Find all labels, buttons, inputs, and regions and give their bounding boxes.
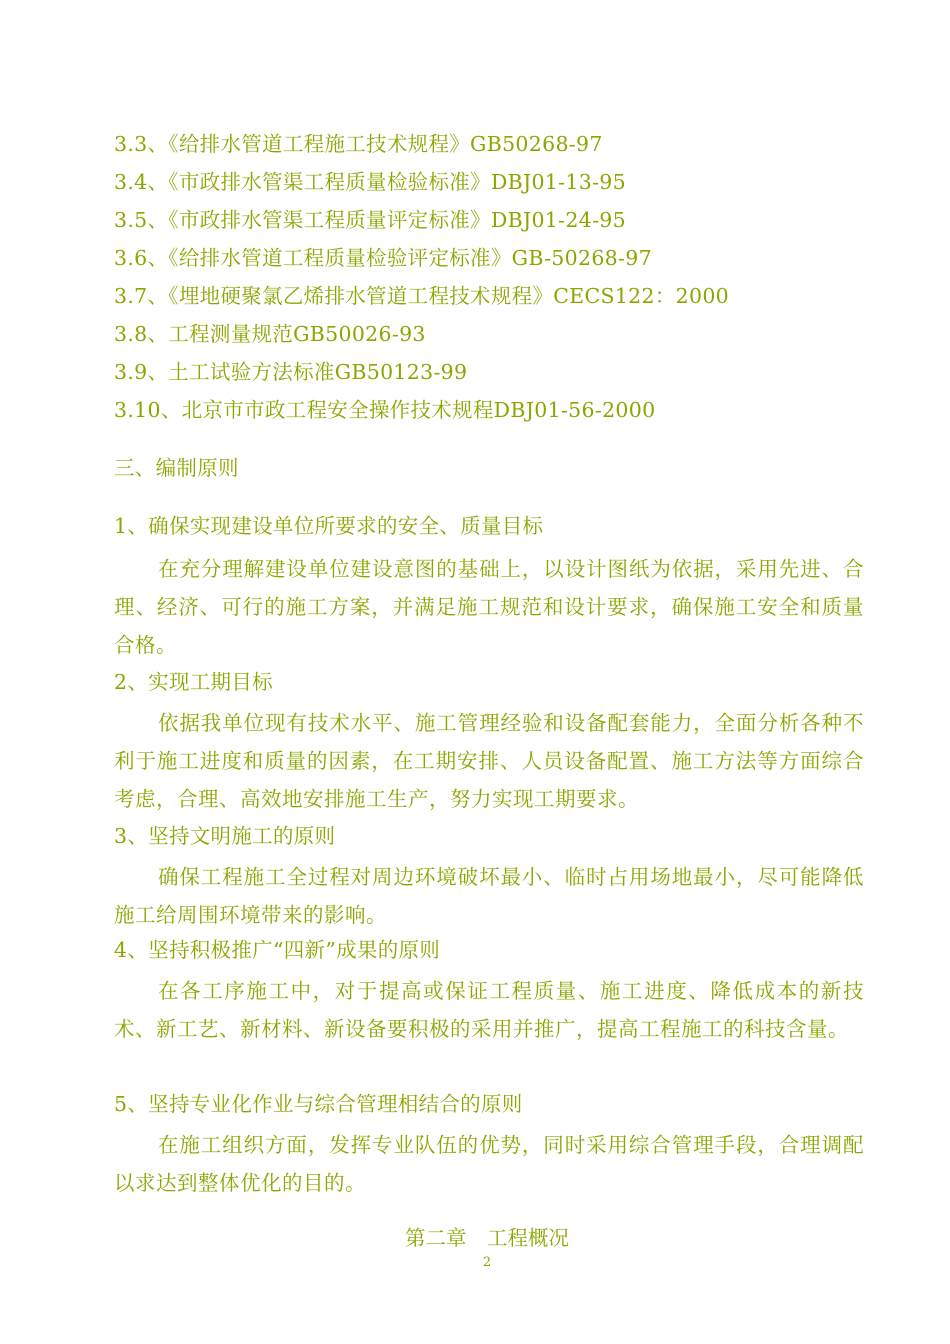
page-number: 2	[482, 1255, 492, 1270]
principle-heading: 2、实现工期目标	[114, 670, 273, 694]
standard-item: 3.3、《给排水管道工程施工技术规程》GB50268-97	[114, 132, 603, 156]
principle-body: 在充分理解建设单位建设意图的基础上，以设计图纸为依据，采用先进、合理、经济、可行的施工方案，并满足施工规范和设计要求，确保施工安全和质量合格。	[114, 557, 864, 657]
principle-body: 确保工程施工全过程对周边环境破坏最小、临时占用场地最小，尽可能降低施工给周围环境带来的影响。	[114, 865, 864, 927]
section-title: 三、编制原则	[114, 456, 239, 480]
principle-body: 在各工序施工中，对于提高或保证工程质量、施工进度、降低成本的新技术、新工艺、新材料、新设备要积极的采用并推广，提高工程施工的科技含量。	[114, 979, 864, 1041]
principle-heading: 4、坚持积极推广“四新”成果的原则	[114, 938, 441, 962]
principle-body: 依据我单位现有技术水平、施工管理经验和设备配套能力，全面分析各种不利于施工进度和质量的因素，在工期安排、人员设备配置、施工方法等方面综合考虑，合理、高效地安排施工生产，努力实现工期要求。	[114, 711, 864, 811]
standard-item: 3.5、《市政排水管渠工程质量评定标准》DBJ01-24-95	[114, 208, 626, 232]
principle-heading: 1、确保实现建设单位所要求的安全、质量目标	[114, 514, 544, 538]
standard-item: 3.7、《埋地硬聚氯乙烯排水管道工程技术规程》CECS122：2000	[114, 284, 730, 308]
standard-item: 3.6、《给排水管道工程质量检验评定标准》GB-50268-97	[114, 246, 652, 270]
principle-heading: 3、坚持文明施工的原则	[114, 824, 336, 848]
standard-item: 3.4、《市政排水管渠工程质量检验标准》DBJ01-13-95	[114, 170, 626, 194]
standard-item: 3.8、工程测量规范GB50026-93	[114, 322, 426, 346]
principle-body: 在施工组织方面，发挥专业队伍的优势，同时采用综合管理手段，合理调配以求达到整体优化的目的。	[114, 1133, 864, 1195]
standard-item: 3.9、土工试验方法标准GB50123-99	[114, 360, 468, 384]
principle-heading: 5、坚持专业化作业与综合管理相结合的原则	[114, 1092, 523, 1116]
standard-item: 3.10、北京市市政工程安全操作技术规程DBJ01-56-2000	[114, 398, 656, 422]
chapter-title: 第二章 工程概况	[405, 1226, 569, 1250]
